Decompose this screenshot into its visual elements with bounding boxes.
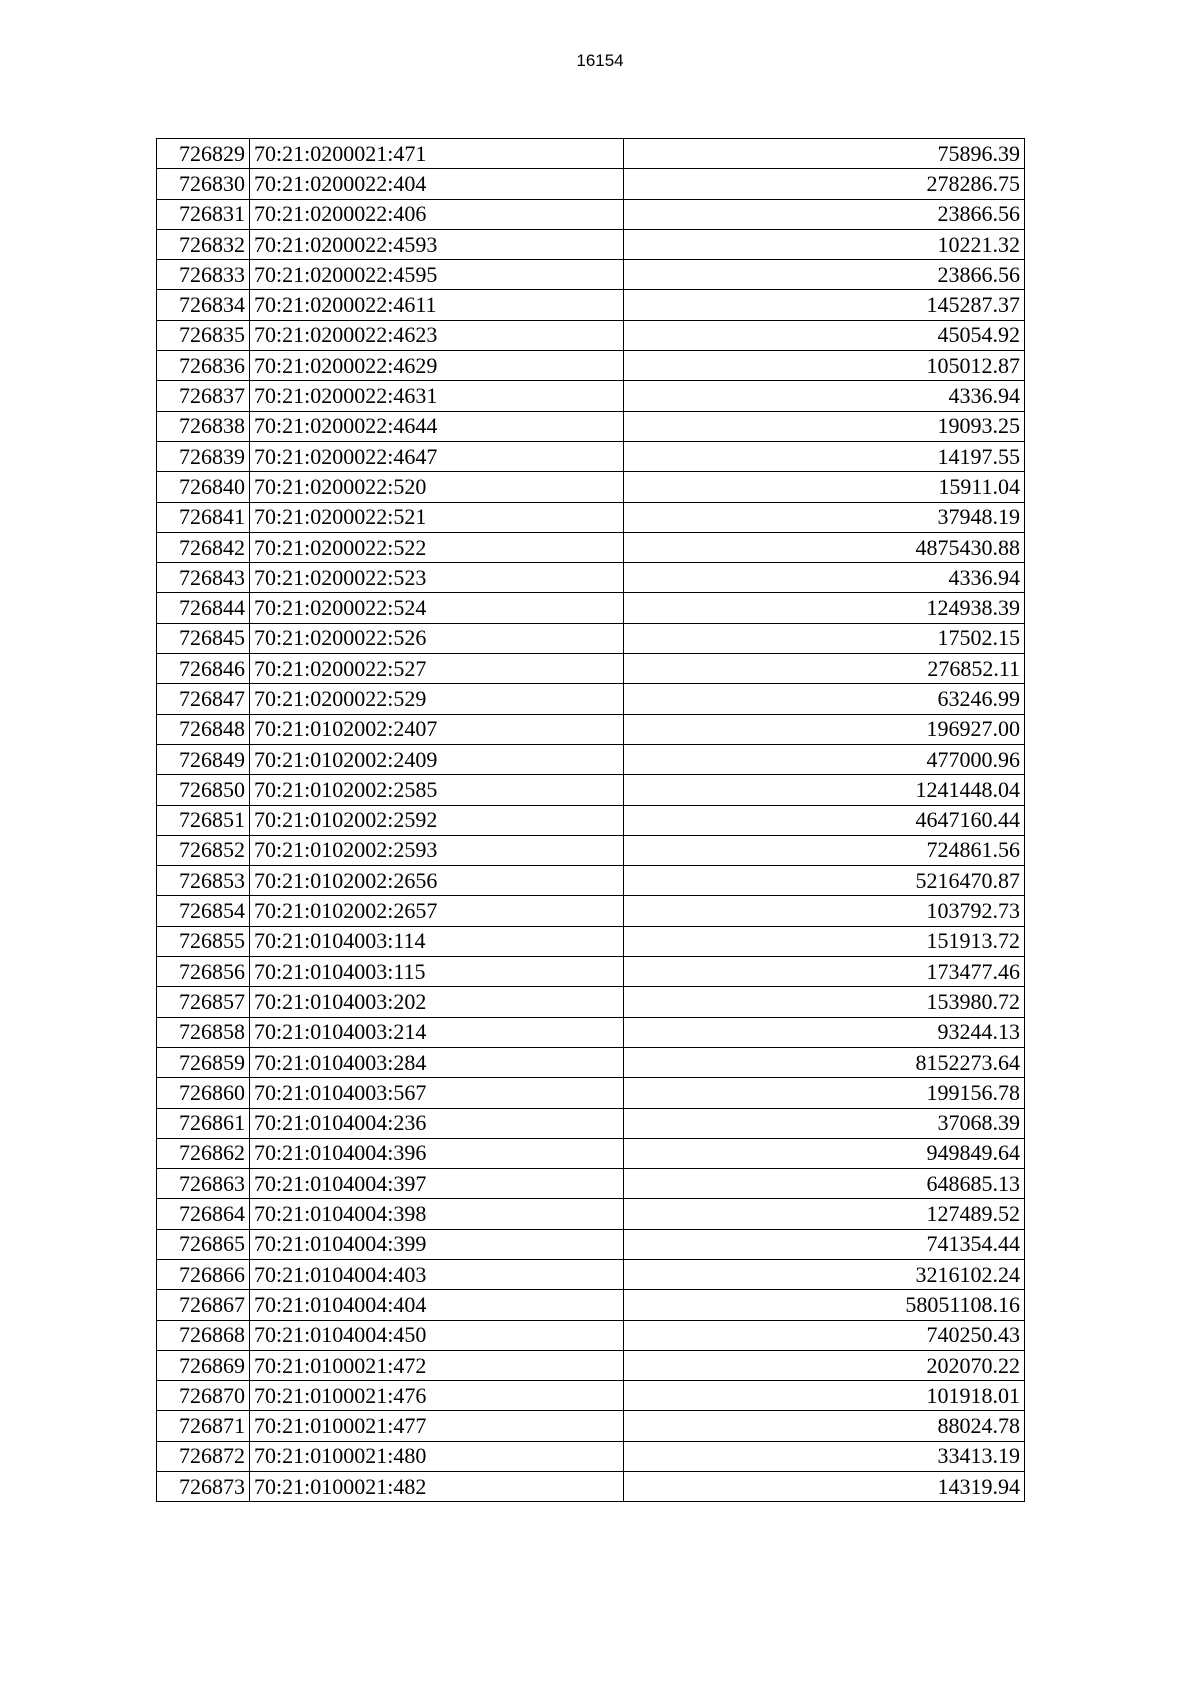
cadastral-number-cell: 70:21:0200022:529 xyxy=(250,684,624,714)
value-cell: 37948.19 xyxy=(624,502,1025,532)
table-row xyxy=(157,866,1025,896)
row-id-cell: 726834 xyxy=(157,290,250,320)
table-row xyxy=(157,957,1025,987)
table-row xyxy=(157,351,1025,381)
value-cell: 949849.64 xyxy=(624,1138,1025,1168)
row-id-cell: 726840 xyxy=(157,472,250,502)
table-row xyxy=(157,1138,1025,1168)
table-row xyxy=(157,987,1025,1017)
row-id-cell: 726873 xyxy=(157,1472,250,1502)
value-cell: 23866.56 xyxy=(624,260,1025,290)
table-row xyxy=(157,1472,1025,1502)
table-row xyxy=(157,290,1025,320)
row-id-cell: 726860 xyxy=(157,1078,250,1108)
cadastral-number-cell: 70:21:0104003:202 xyxy=(250,987,624,1017)
row-id-cell: 726836 xyxy=(157,351,250,381)
cadastral-number-cell: 70:21:0200022:4595 xyxy=(250,260,624,290)
value-cell: 63246.99 xyxy=(624,684,1025,714)
value-cell: 103792.73 xyxy=(624,896,1025,926)
cadastral-number-cell: 70:21:0200022:4611 xyxy=(250,290,624,320)
row-id-cell: 726857 xyxy=(157,987,250,1017)
value-cell: 173477.46 xyxy=(624,957,1025,987)
value-cell: 33413.19 xyxy=(624,1441,1025,1471)
row-id-cell: 726865 xyxy=(157,1229,250,1259)
row-id-cell: 726858 xyxy=(157,1017,250,1047)
cadastral-number-cell: 70:21:0102002:2656 xyxy=(250,866,624,896)
cadastral-number-cell: 70:21:0104004:397 xyxy=(250,1169,624,1199)
row-id-cell: 726851 xyxy=(157,805,250,835)
table-row xyxy=(157,260,1025,290)
value-cell: 19093.25 xyxy=(624,411,1025,441)
row-id-cell: 726870 xyxy=(157,1381,250,1411)
value-cell: 741354.44 xyxy=(624,1229,1025,1259)
cadastral-number-cell: 70:21:0200021:471 xyxy=(250,139,624,169)
cadastral-number-cell: 70:21:0200022:4629 xyxy=(250,351,624,381)
value-cell: 196927.00 xyxy=(624,714,1025,744)
cadastral-number-cell: 70:21:0104004:399 xyxy=(250,1229,624,1259)
value-cell: 477000.96 xyxy=(624,744,1025,774)
table-row xyxy=(157,654,1025,684)
cadastral-number-cell: 70:21:0200022:406 xyxy=(250,199,624,229)
row-id-cell: 726842 xyxy=(157,532,250,562)
row-id-cell: 726841 xyxy=(157,502,250,532)
cadastral-number-cell: 70:21:0104003:214 xyxy=(250,1017,624,1047)
value-cell: 75896.39 xyxy=(624,139,1025,169)
row-id-cell: 726869 xyxy=(157,1350,250,1380)
row-id-cell: 726843 xyxy=(157,563,250,593)
table-row xyxy=(157,441,1025,471)
table-row xyxy=(157,1441,1025,1471)
value-cell: 276852.11 xyxy=(624,654,1025,684)
table-row xyxy=(157,1017,1025,1047)
cadastral-number-cell: 70:21:0104004:398 xyxy=(250,1199,624,1229)
table-row xyxy=(157,805,1025,835)
value-cell: 278286.75 xyxy=(624,169,1025,199)
table-row xyxy=(157,775,1025,805)
table-row xyxy=(157,1320,1025,1350)
cadastral-number-cell: 70:21:0200022:4647 xyxy=(250,441,624,471)
row-id-cell: 726854 xyxy=(157,896,250,926)
row-id-cell: 726846 xyxy=(157,654,250,684)
table-row xyxy=(157,623,1025,653)
table-row xyxy=(157,744,1025,774)
row-id-cell: 726868 xyxy=(157,1320,250,1350)
value-cell: 4647160.44 xyxy=(624,805,1025,835)
cadastral-number-cell: 70:21:0102002:2593 xyxy=(250,835,624,865)
table-row xyxy=(157,1199,1025,1229)
cadastral-number-cell: 70:21:0200022:404 xyxy=(250,169,624,199)
table-row xyxy=(157,169,1025,199)
table-row xyxy=(157,1229,1025,1259)
value-cell: 10221.32 xyxy=(624,229,1025,259)
row-id-cell: 726866 xyxy=(157,1259,250,1289)
cadastral-number-cell: 70:21:0102002:2407 xyxy=(250,714,624,744)
row-id-cell: 726856 xyxy=(157,957,250,987)
value-cell: 105012.87 xyxy=(624,351,1025,381)
row-id-cell: 726847 xyxy=(157,684,250,714)
table-row xyxy=(157,1047,1025,1077)
data-table xyxy=(156,138,1025,1502)
cadastral-number-cell: 70:21:0100021:482 xyxy=(250,1472,624,1502)
row-id-cell: 726852 xyxy=(157,835,250,865)
cadastral-number-cell: 70:21:0104004:236 xyxy=(250,1108,624,1138)
value-cell: 101918.01 xyxy=(624,1381,1025,1411)
row-id-cell: 726831 xyxy=(157,199,250,229)
value-cell: 93244.13 xyxy=(624,1017,1025,1047)
value-cell: 17502.15 xyxy=(624,623,1025,653)
row-id-cell: 726871 xyxy=(157,1411,250,1441)
value-cell: 4336.94 xyxy=(624,381,1025,411)
cadastral-number-cell: 70:21:0200022:527 xyxy=(250,654,624,684)
table-row xyxy=(157,1108,1025,1138)
cadastral-number-cell: 70:21:0200022:521 xyxy=(250,502,624,532)
row-id-cell: 726850 xyxy=(157,775,250,805)
value-cell: 724861.56 xyxy=(624,835,1025,865)
cadastral-number-cell: 70:21:0100021:476 xyxy=(250,1381,624,1411)
cadastral-number-cell: 70:21:0102002:2592 xyxy=(250,805,624,835)
table-row xyxy=(157,1259,1025,1289)
cadastral-number-cell: 70:21:0200022:523 xyxy=(250,563,624,593)
value-cell: 127489.52 xyxy=(624,1199,1025,1229)
cadastral-number-cell: 70:21:0104004:403 xyxy=(250,1259,624,1289)
table-row xyxy=(157,1411,1025,1441)
value-cell: 124938.39 xyxy=(624,593,1025,623)
table-row xyxy=(157,229,1025,259)
table-row xyxy=(157,502,1025,532)
row-id-cell: 726861 xyxy=(157,1108,250,1138)
row-id-cell: 726837 xyxy=(157,381,250,411)
value-cell: 8152273.64 xyxy=(624,1047,1025,1077)
table-row xyxy=(157,896,1025,926)
table-row xyxy=(157,1290,1025,1320)
cadastral-number-cell: 70:21:0200022:526 xyxy=(250,623,624,653)
value-cell: 23866.56 xyxy=(624,199,1025,229)
cadastral-number-cell: 70:21:0102002:2585 xyxy=(250,775,624,805)
cadastral-number-cell: 70:21:0100021:480 xyxy=(250,1441,624,1471)
table-row xyxy=(157,684,1025,714)
value-cell: 14319.94 xyxy=(624,1472,1025,1502)
page-number: 16154 xyxy=(576,51,624,70)
value-cell: 202070.22 xyxy=(624,1350,1025,1380)
cadastral-number-cell: 70:21:0104004:450 xyxy=(250,1320,624,1350)
table-row xyxy=(157,593,1025,623)
table-row xyxy=(157,714,1025,744)
value-cell: 5216470.87 xyxy=(624,866,1025,896)
value-cell: 88024.78 xyxy=(624,1411,1025,1441)
value-cell: 1241448.04 xyxy=(624,775,1025,805)
table-body xyxy=(157,139,1025,1502)
value-cell: 4336.94 xyxy=(624,563,1025,593)
table-row xyxy=(157,199,1025,229)
row-id-cell: 726849 xyxy=(157,744,250,774)
row-id-cell: 726848 xyxy=(157,714,250,744)
cadastral-number-cell: 70:21:0104003:567 xyxy=(250,1078,624,1108)
row-id-cell: 726833 xyxy=(157,260,250,290)
cadastral-number-cell: 70:21:0200022:524 xyxy=(250,593,624,623)
cadastral-number-cell: 70:21:0200022:4631 xyxy=(250,381,624,411)
cadastral-number-cell: 70:21:0200022:4623 xyxy=(250,320,624,350)
table-row xyxy=(157,411,1025,441)
row-id-cell: 726845 xyxy=(157,623,250,653)
table-row xyxy=(157,1381,1025,1411)
cadastral-number-cell: 70:21:0200022:520 xyxy=(250,472,624,502)
cadastral-number-cell: 70:21:0200022:522 xyxy=(250,532,624,562)
table-row xyxy=(157,1169,1025,1199)
cadastral-number-cell: 70:21:0104003:114 xyxy=(250,926,624,956)
row-id-cell: 726867 xyxy=(157,1290,250,1320)
table-row xyxy=(157,320,1025,350)
value-cell: 648685.13 xyxy=(624,1169,1025,1199)
row-id-cell: 726863 xyxy=(157,1169,250,1199)
value-cell: 45054.92 xyxy=(624,320,1025,350)
row-id-cell: 726859 xyxy=(157,1047,250,1077)
value-cell: 4875430.88 xyxy=(624,532,1025,562)
row-id-cell: 726835 xyxy=(157,320,250,350)
value-cell: 15911.04 xyxy=(624,472,1025,502)
value-cell: 153980.72 xyxy=(624,987,1025,1017)
row-id-cell: 726872 xyxy=(157,1441,250,1471)
cadastral-number-cell: 70:21:0200022:4644 xyxy=(250,411,624,441)
row-id-cell: 726838 xyxy=(157,411,250,441)
value-cell: 199156.78 xyxy=(624,1078,1025,1108)
row-id-cell: 726839 xyxy=(157,441,250,471)
table-row xyxy=(157,472,1025,502)
value-cell: 58051108.16 xyxy=(624,1290,1025,1320)
value-cell: 14197.55 xyxy=(624,441,1025,471)
cadastral-number-cell: 70:21:0104004:396 xyxy=(250,1138,624,1168)
cadastral-number-cell: 70:21:0104003:284 xyxy=(250,1047,624,1077)
table-row xyxy=(157,835,1025,865)
table-row xyxy=(157,563,1025,593)
table-row xyxy=(157,381,1025,411)
cadastral-number-cell: 70:21:0102002:2409 xyxy=(250,744,624,774)
value-cell: 3216102.24 xyxy=(624,1259,1025,1289)
table-row xyxy=(157,1078,1025,1108)
row-id-cell: 726855 xyxy=(157,926,250,956)
value-cell: 145287.37 xyxy=(624,290,1025,320)
row-id-cell: 726830 xyxy=(157,169,250,199)
value-cell: 151913.72 xyxy=(624,926,1025,956)
row-id-cell: 726864 xyxy=(157,1199,250,1229)
table-row xyxy=(157,926,1025,956)
table-row xyxy=(157,1350,1025,1380)
cadastral-number-cell: 70:21:0200022:4593 xyxy=(250,229,624,259)
cadastral-number-cell: 70:21:0100021:477 xyxy=(250,1411,624,1441)
row-id-cell: 726832 xyxy=(157,229,250,259)
cadastral-number-cell: 70:21:0100021:472 xyxy=(250,1350,624,1380)
row-id-cell: 726829 xyxy=(157,139,250,169)
cadastral-number-cell: 70:21:0102002:2657 xyxy=(250,896,624,926)
value-cell: 37068.39 xyxy=(624,1108,1025,1138)
row-id-cell: 726844 xyxy=(157,593,250,623)
value-cell: 740250.43 xyxy=(624,1320,1025,1350)
table-row xyxy=(157,532,1025,562)
row-id-cell: 726853 xyxy=(157,866,250,896)
row-id-cell: 726862 xyxy=(157,1138,250,1168)
table-row xyxy=(157,139,1025,169)
cadastral-number-cell: 70:21:0104004:404 xyxy=(250,1290,624,1320)
cadastral-number-cell: 70:21:0104003:115 xyxy=(250,957,624,987)
